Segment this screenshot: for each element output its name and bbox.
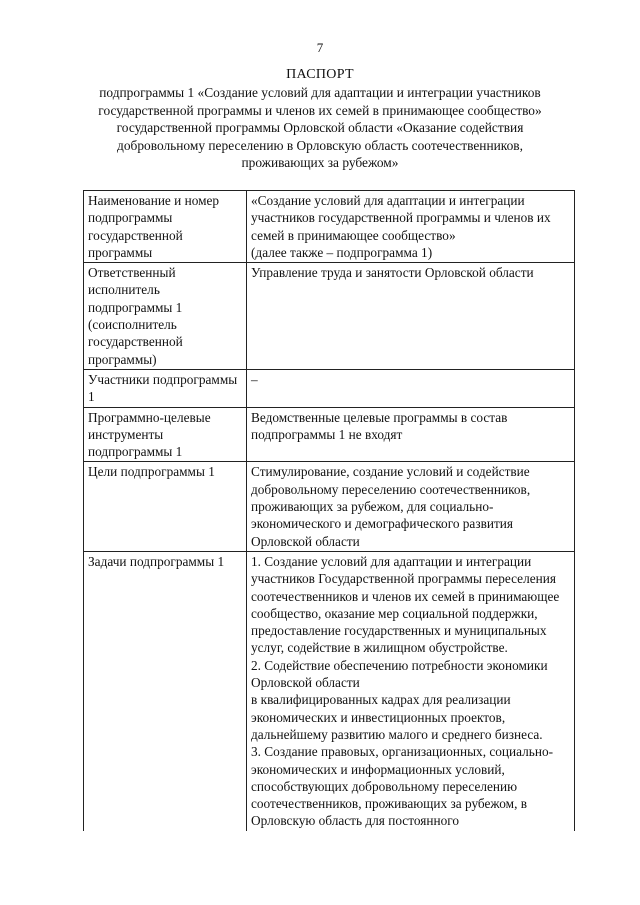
table-row xyxy=(84,407,575,462)
value-paragraph: Управление труда и занятости Орловской области xyxy=(251,265,534,281)
row-value xyxy=(247,462,575,551)
value-paragraph: в квалифицированных кадрах для реализации экономических и инвестиционных проектов, дальнейшему развитию малого и среднего бизнеса. xyxy=(251,692,543,742)
subtitle-line: государственной программы Орловской области «Оказание содействия xyxy=(116,120,524,136)
passport-table xyxy=(83,190,575,831)
value-paragraph: Ведомственные целевые программы в состав подпрограммы 1 не входят xyxy=(251,409,508,442)
row-label: Участники подпрограммы 1 xyxy=(84,369,247,407)
subtitle-line: проживающих за рубежом» xyxy=(241,155,399,171)
value-paragraph: (далее также – подпрограмма 1) xyxy=(251,244,433,260)
document-heading xyxy=(40,66,600,172)
table-row xyxy=(84,191,575,263)
value-paragraph: 1. Создание условий для адаптации и интеграции участников Государственной программы переселения соотечественников и членов их семей в принимающее сообщество, оказание мер социальной поддержки, предоставление государственных и муниципальных услуг, содействие в жилищном обустройстве. xyxy=(251,553,560,656)
row-label: Ответственный исполнитель подпрограммы 1 (соисполнитель государственной программы) xyxy=(84,263,247,370)
page-number: 7 xyxy=(316,40,324,55)
row-value xyxy=(247,407,575,462)
row-label: Программно-целевые инструменты подпрограммы 1 xyxy=(84,407,247,462)
value-paragraph: Стимулирование, создание условий и содействие добровольному переселению соотечественников, проживающих за рубежом, для социально-экономического и демографического развития Орловской области xyxy=(251,464,531,549)
subtitle-line: добровольному переселению в Орловскую область соотечественников, xyxy=(117,137,523,153)
subtitle-line: подпрограммы 1 «Создание условий для адаптации и интеграции участников xyxy=(99,85,541,100)
table-row xyxy=(84,462,575,551)
subtitle-line: государственной программы и членов их семей в принимающее сообщество» xyxy=(98,102,542,118)
table-row xyxy=(84,551,575,830)
document-title: ПАСПОРТ xyxy=(286,67,354,82)
row-label: Наименование и номер подпрограммы государственной программы xyxy=(84,191,247,263)
row-value xyxy=(247,263,575,370)
table-row xyxy=(84,369,575,407)
row-value xyxy=(247,191,575,263)
document-subtitle xyxy=(40,84,600,172)
row-label: Задачи подпрограммы 1 xyxy=(84,551,247,830)
value-paragraph: 2. Содействие обеспечению потребности экономики Орловской области xyxy=(251,657,548,691)
value-paragraph: 3. Создание правовых, организационных, социально-экономических и информационных условий, способствующих добровольному переселению соотечественников, проживающих за рубежом, в Орловскую область для постоянного xyxy=(251,744,554,829)
table-row xyxy=(84,263,575,370)
value-paragraph: «Создание условий для адаптации и интеграции участников государственной программы и членов их семей в принимающее сообщество» xyxy=(251,193,551,243)
row-value xyxy=(247,551,575,830)
row-value xyxy=(247,369,575,407)
row-label: Цели подпрограммы 1 xyxy=(84,462,247,551)
value-paragraph: – xyxy=(251,371,258,387)
